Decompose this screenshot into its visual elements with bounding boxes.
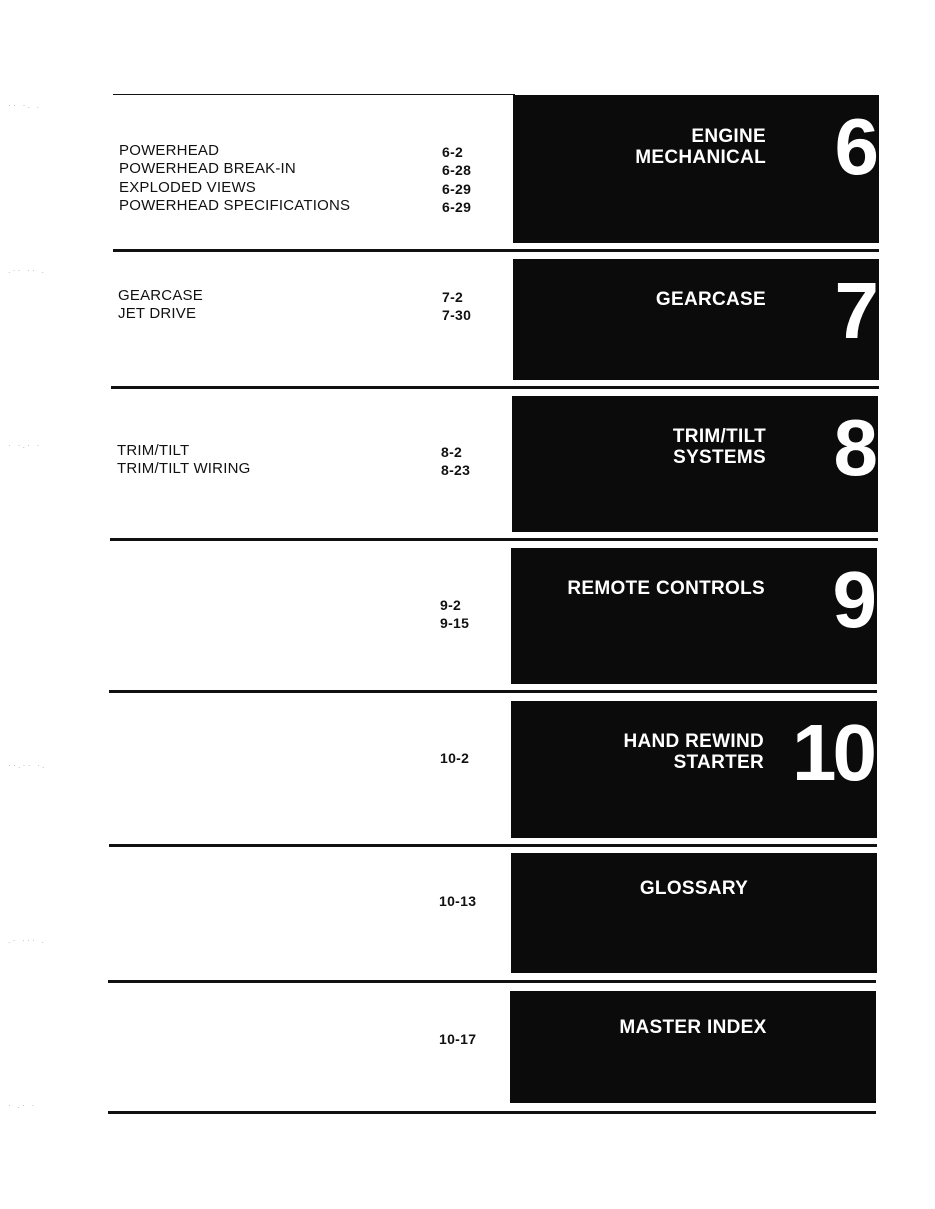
- section-title: TRIM/TILT SYSTEMS: [672, 426, 766, 468]
- scan-speck: · .· ·: [8, 1100, 37, 1110]
- section-entries: [119, 142, 350, 215]
- section-rule: [110, 538, 878, 541]
- toc-entry[interactable]: EXPLODED VIEWS: [119, 178, 257, 196]
- section-tab[interactable]: [512, 396, 878, 532]
- section-rule: [108, 980, 876, 983]
- section-tab[interactable]: [510, 991, 876, 1103]
- page-number[interactable]: 6-28: [442, 162, 472, 179]
- page-number[interactable]: 7-2: [442, 289, 464, 305]
- section-pages: [441, 443, 470, 480]
- section-title: MASTER INDEX: [619, 1017, 767, 1038]
- page-number[interactable]: 6-2: [442, 144, 464, 160]
- section-tab[interactable]: [513, 259, 879, 380]
- page-number[interactable]: 10-17: [439, 1031, 477, 1047]
- section-tab[interactable]: [511, 548, 877, 684]
- page-number[interactable]: 8-2: [441, 444, 463, 460]
- page-number[interactable]: 6-29: [442, 180, 472, 197]
- scan-speck: .·· ·· .: [8, 265, 46, 275]
- section-title: GEARCASE: [655, 289, 766, 310]
- toc-entry[interactable]: POWERHEAD: [119, 142, 220, 159]
- scan-speck: · ·.· ·: [8, 440, 42, 450]
- page-number[interactable]: 9-2: [440, 597, 462, 613]
- section-entries: [117, 442, 250, 479]
- page-number[interactable]: 6-29: [442, 198, 472, 215]
- page-number[interactable]: 10-13: [439, 893, 477, 909]
- page-number[interactable]: 8-23: [441, 462, 471, 479]
- section-title: HAND REWIND STARTER: [623, 731, 764, 773]
- toc-entry[interactable]: TRIM/TILT WIRING: [117, 460, 251, 478]
- toc-entry[interactable]: POWERHEAD BREAK-IN: [119, 160, 296, 178]
- section-rule: [113, 94, 515, 95]
- section-number: 10: [792, 708, 873, 797]
- section-pages: [442, 288, 471, 325]
- scan-speck: ·· ·. .: [8, 100, 41, 110]
- section-rule: [111, 386, 879, 389]
- section-rule: [109, 844, 877, 847]
- section-tab[interactable]: [513, 95, 879, 243]
- scan-speck: ··.·· ·.: [8, 760, 47, 770]
- bottom-rule: [108, 1111, 876, 1114]
- section-title: REMOTE CONTROLS: [567, 578, 765, 599]
- section-pages: [440, 596, 469, 633]
- toc-entry[interactable]: TRIM/TILT: [117, 442, 190, 459]
- scan-speck: .· ··· .: [8, 935, 46, 945]
- toc-entry[interactable]: GEARCASE: [118, 287, 203, 304]
- section-pages: [439, 1030, 476, 1048]
- section-number: 6: [834, 102, 875, 191]
- section-tab[interactable]: [511, 853, 877, 973]
- section-number: 8: [833, 403, 874, 492]
- section-number: 9: [832, 555, 873, 644]
- section-pages: [442, 143, 471, 216]
- page-number[interactable]: 9-15: [440, 615, 470, 632]
- section-title: ENGINE MECHANICAL: [635, 126, 766, 168]
- page-number[interactable]: 10-2: [440, 750, 470, 766]
- section-pages: [440, 749, 469, 767]
- section-pages: [439, 892, 476, 910]
- page-number[interactable]: 7-30: [442, 307, 472, 324]
- section-tab[interactable]: [511, 701, 877, 838]
- section-title: GLOSSARY: [639, 878, 749, 899]
- section-rule: [109, 690, 877, 693]
- section-number: 7: [834, 266, 875, 355]
- toc-entry[interactable]: JET DRIVE: [118, 305, 197, 323]
- toc-entry[interactable]: POWERHEAD SPECIFICATIONS: [119, 196, 351, 214]
- section-entries: [118, 287, 203, 324]
- section-rule: [113, 249, 879, 252]
